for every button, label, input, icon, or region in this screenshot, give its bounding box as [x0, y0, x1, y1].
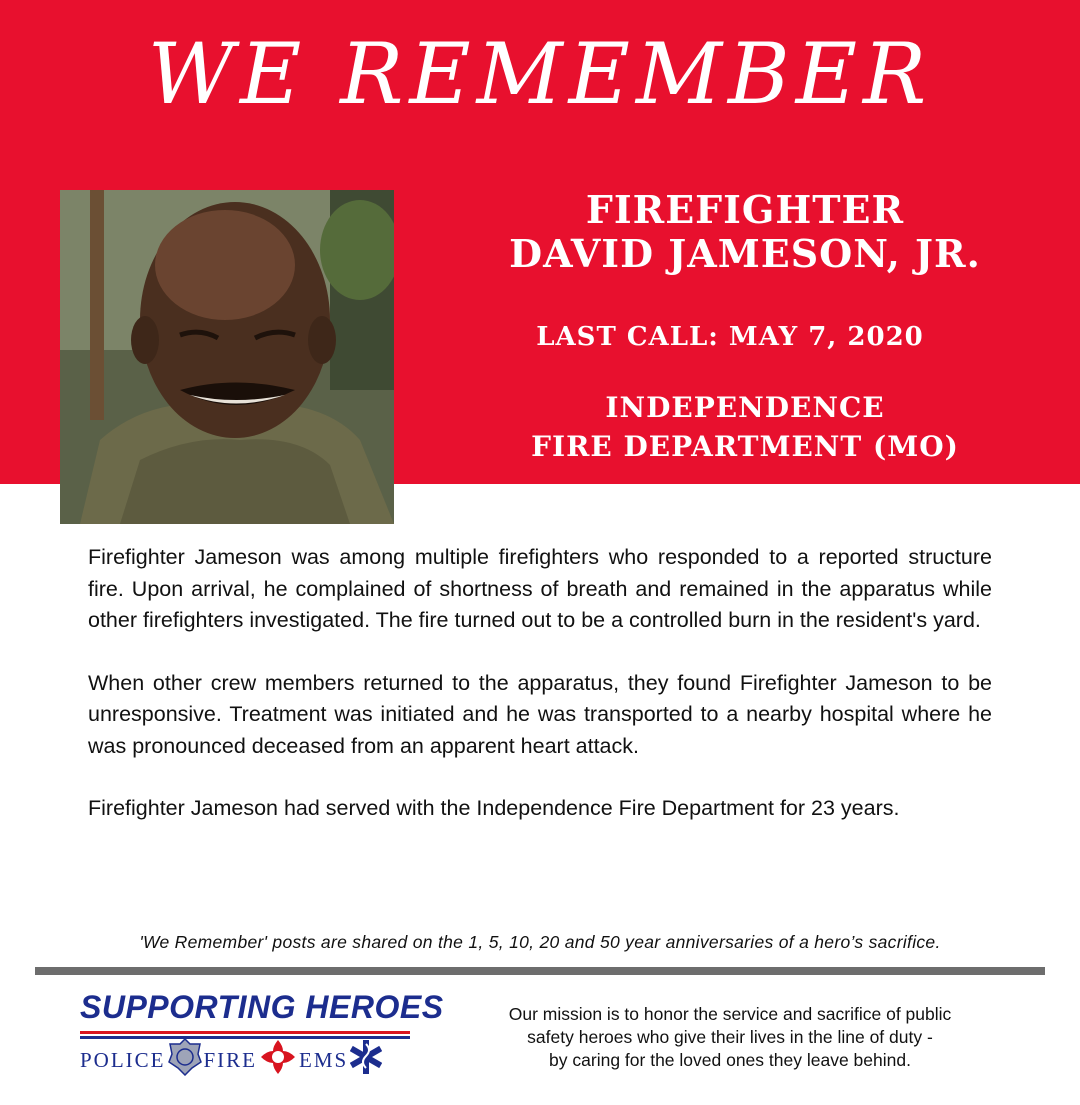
anniversary-note: 'We Remember' posts are shared on the 1, 5, 10, 20 and 50 year anniversaries of a hero’s sacrifice. [139, 932, 941, 952]
divider [35, 967, 1045, 975]
mission-line-1: Our mission is to honor the service and sacrifice of public [508, 1004, 952, 1024]
department-line-1: INDEPENDENCE [605, 391, 885, 424]
mission-line-2: safety heroes who give their lives in the line of duty - [527, 1027, 933, 1047]
mission-statement [455, 1003, 1005, 1072]
logo-ems-text: EMS [299, 1047, 349, 1072]
hero-name-block [470, 188, 1020, 275]
police-badge-icon [168, 1038, 202, 1082]
logo-police-text: POLICE [80, 1047, 166, 1072]
story-paragraph: Firefighter Jameson was among multiple firefighters who responded to a reported structure fire. Upon arrival, he complained of shortness of breath and remained in the apparatus while other firefighters investigated. The fire turned out to be a controlled burn in the resident's yard. [88, 545, 992, 632]
hero-photo [60, 190, 394, 524]
logo-fire-text: FIRE [203, 1047, 258, 1072]
hero-name: DAVID JAMESON, JR. [509, 230, 981, 276]
hero-rank: FIREFIGHTER [585, 187, 905, 232]
fire-maltese-cross-icon [259, 1038, 297, 1082]
logo-title: SUPPORTING HEROES [80, 989, 444, 1025]
supporting-heroes-logo [80, 985, 444, 1085]
we-remember-headline: WE REMEMBER [147, 25, 933, 123]
last-call-date: LAST CALL: MAY 7, 2020 [536, 322, 924, 352]
story-paragraph: When other crew members returned to the apparatus, they found Firefighter Jameson to be unresponsive. Treatment was initiated and he was transported to a nearby hospital where he was pronounced deceased from an apparent heart attack. [88, 670, 992, 758]
mission-line-3: by caring for the loved ones they leave behind. [549, 1050, 911, 1070]
department-block [470, 388, 1020, 466]
story-paragraph: Firefighter Jameson had served with the Independence Fire Department for 23 years. [88, 796, 900, 820]
ems-star-of-life-icon [350, 1038, 382, 1082]
department-line-2: FIRE DEPARTMENT (MO) [531, 430, 959, 464]
story-text [88, 542, 992, 856]
logo-services-row [80, 1040, 384, 1080]
